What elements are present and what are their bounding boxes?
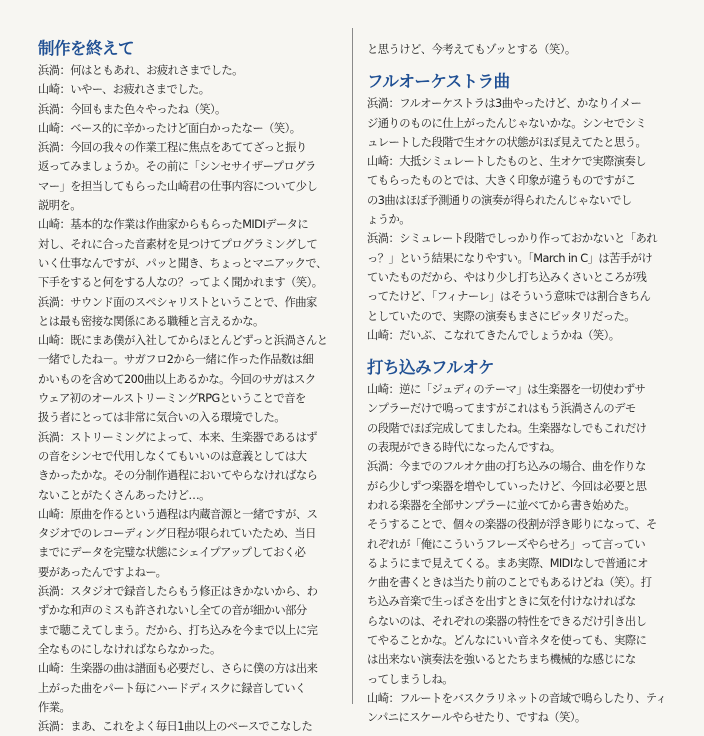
text-line: てもらったものとでは、大きく印象が違うものですがこ [367, 174, 636, 188]
text-line: てやることかな。どんなにいい音ネタを使っても、実際に [367, 634, 647, 648]
text-line: 全なものにしなければならなかった。 [38, 642, 221, 656]
text-line: としていたので、実際の演奏もまさにピッタリだった。 [367, 309, 635, 323]
text-line: の音をシンセで代用しなくてもいいのは意義としては大 [38, 449, 307, 463]
text-line: きかったかな。その分制作過程においてやらなければなら [38, 469, 318, 483]
section-heading-seisaku: 制作を終えて [38, 39, 134, 58]
text-line: 説明を。 [38, 199, 81, 213]
text-line: ていたものだから、やはり少し打ち込みくさいところが残 [367, 270, 647, 284]
text-line: ケ曲を書くときは当たり前のことでもあるけどね（笑）。打 [367, 576, 652, 590]
text-line: っ？」という結果になりやすい。「March in C」は苦手がけ [367, 251, 653, 265]
text-line: 山崎：ベース的に辛かったけど面白かったなー（笑）。 [38, 121, 301, 135]
text-line: 山崎：大抵シミュレートしたものと、生オケで実際演奏し [367, 155, 646, 169]
text-line: まで聴こえてしまう。だから、打ち込みを今まで以上に完 [38, 623, 318, 637]
text-line: 扱う者にとっては非常に気合いの入る環境でした。 [38, 411, 285, 425]
section-uchikomi [367, 357, 679, 727]
text-line: 下手をすると何をする人なの？ってよく聞かれます（笑）。 [38, 276, 323, 290]
text-line: かいものを含めて200曲以上あるかな。今回のサガはスク [38, 372, 316, 386]
text-line: の段階でほぼ完成してましたね。生楽器なしでもこれだけ [367, 421, 647, 435]
text-line: とは最も密接な関係にある職種と言えるかな。 [38, 314, 264, 328]
text-line: ないことがたくさんあったけど…。 [38, 488, 210, 502]
text-line: は出来ない演奏法を強いるとたちまち機械的な感じにな [367, 653, 636, 667]
section-full-orchestra [367, 71, 679, 345]
text-line: ウェア初のオールストリーミングRPGということで音を [38, 392, 306, 406]
section-continuation [367, 40, 679, 59]
left-column [38, 0, 339, 736]
text-line: ンパニにスケールやらせたり、ですね（笑）。 [367, 711, 586, 725]
text-line: 山崎：フルートをバスクラリネットの音域で鳴らしたり、ティ [367, 691, 667, 705]
text-line: 浜渦：スタジオで録音したらもう修正はきかないから、わ [38, 585, 318, 599]
text-line: がら少しずつ楽器を増やしていったけど、今回は必要と思 [367, 479, 647, 493]
text-line: 浜渦：ストリーミングによって、本来、生楽器であるはず [38, 430, 317, 444]
text-line: 浜渦：まあ、これをよく毎日1曲以上のペースでこなした [38, 720, 313, 734]
right-column [367, 0, 679, 728]
section-heading-uchikomi: 打ち込みフルオケ [367, 358, 495, 378]
text-line: 浜渦：今までのフルオケ曲の打ち込みの場合、曲を作りな [367, 460, 646, 474]
text-line: 対し、それに合った音素材を見つけてプログラミングして [38, 237, 318, 251]
text-line: ょうか。 [367, 213, 410, 227]
text-line: ンプラーだけで鳴ってますがこれはもう浜渦さんのデモ [367, 402, 636, 416]
text-line: 作業。 [38, 700, 71, 714]
text-line: 山崎：原曲を作るという過程は内蔵音源と一緒ですが、ス [38, 507, 318, 521]
text-line: ってたけど、「フィナーレ」はそういう意味では割合きちん [367, 290, 651, 304]
text-line: 山崎：基本的な作業は作曲家からもらったMIDIデータに [38, 218, 309, 232]
text-line: ち込み音楽で生っぽさを出すときに気を付けなければな [367, 595, 636, 609]
text-line: ってしまうしね。 [367, 672, 453, 686]
text-line: 上がった曲をパート毎にハードディスクに録音していく [38, 681, 306, 695]
text-line: 山崎：だいぶ、こなれてきたんでしょうかね（笑）。 [367, 328, 620, 342]
text-line: 山崎：既にまあ僕が入社してからほとんどずっと浜渦さんと [38, 334, 328, 348]
text-line: 山崎：逆に「ジュディのテーマ」は生楽器を一切使わずサ [367, 383, 646, 397]
text-line: ずかな和声のミスも許されないし全ての音が細かい部分 [38, 604, 307, 618]
text-line: までにデータを完璧な状態にシェイプアップしておく必 [38, 546, 306, 560]
text-line: 要があったんですよねー。 [38, 565, 167, 579]
text-line: 浜渦：サウンド面のスペシャリストということで、作曲家 [38, 295, 317, 309]
column-divider [352, 28, 353, 704]
text-line: われる楽器を全部サンプラーに並べてから書き始めた。 [367, 498, 636, 512]
text-line: の3曲はほぼ予測通りの演奏が得られたんじゃないでし [367, 193, 632, 207]
text-line: いく仕事なんですが、パッと聞き、ちょっとマニアックで、 [38, 256, 327, 270]
text-line: るようにまで見えてくる。まあ実際、MIDIなしで普通にオ [367, 556, 648, 570]
text-line: 浜渦：今回もまた色々やったね（笑）。 [38, 102, 226, 116]
text-line: ジ通りのものに仕上がったんじゃないかな。シンセでシミ [367, 116, 647, 130]
text-line: 山崎：生楽器の曲は譜面も必要だし、さらに僕の方は出来 [38, 662, 318, 676]
text-line: 山崎：いやー、お疲れさまでした。 [38, 83, 210, 97]
text-line: 返ってみましょうか。その前に「シンセサイザープログラ [38, 160, 316, 174]
text-line: 浜渦：シミュレート段階でしっかり作っておかないと「あれ [367, 232, 657, 246]
text-line: 浜渦：フルオーケストラは3曲やったけど、かなりイメー [367, 97, 642, 111]
text-line: 浜渦：何はともあれ、お疲れさまでした。 [38, 64, 243, 77]
text-line: と思うけど、今考えてもゾッとする（笑）。 [367, 43, 576, 56]
text-line: の表現ができる時代になったんですね。 [367, 441, 561, 455]
text-line: 浜渦：今回の我々の作業工程に焦点をあててざっと振り [38, 141, 307, 155]
text-line: ュレートした段階で生オケの状態がほぼ見えてたと思う。 [367, 135, 647, 149]
text-line: らないのは、それぞれの楽器の特性をできるだけ引き出し [367, 614, 647, 628]
section-body-seisaku [38, 61, 339, 736]
text-line: そうすることで、個々の楽器の役割が浮き彫りになって、そ [367, 518, 657, 532]
text-line: 一緒でしたね－。サガフロ2から一緒に作った作品数は細 [38, 353, 314, 367]
section-heading-full-orchestra: フルオーケストラ曲 [367, 72, 510, 92]
text-line: れぞれが「俺にこういうフレーズやらせろ」って言ってい [367, 537, 646, 551]
text-line: マー」を担当してもらった山崎君の仕事内容について少し [38, 179, 318, 193]
text-line: タジオでのレコーディング日程が限られていたため、当日 [38, 527, 316, 541]
